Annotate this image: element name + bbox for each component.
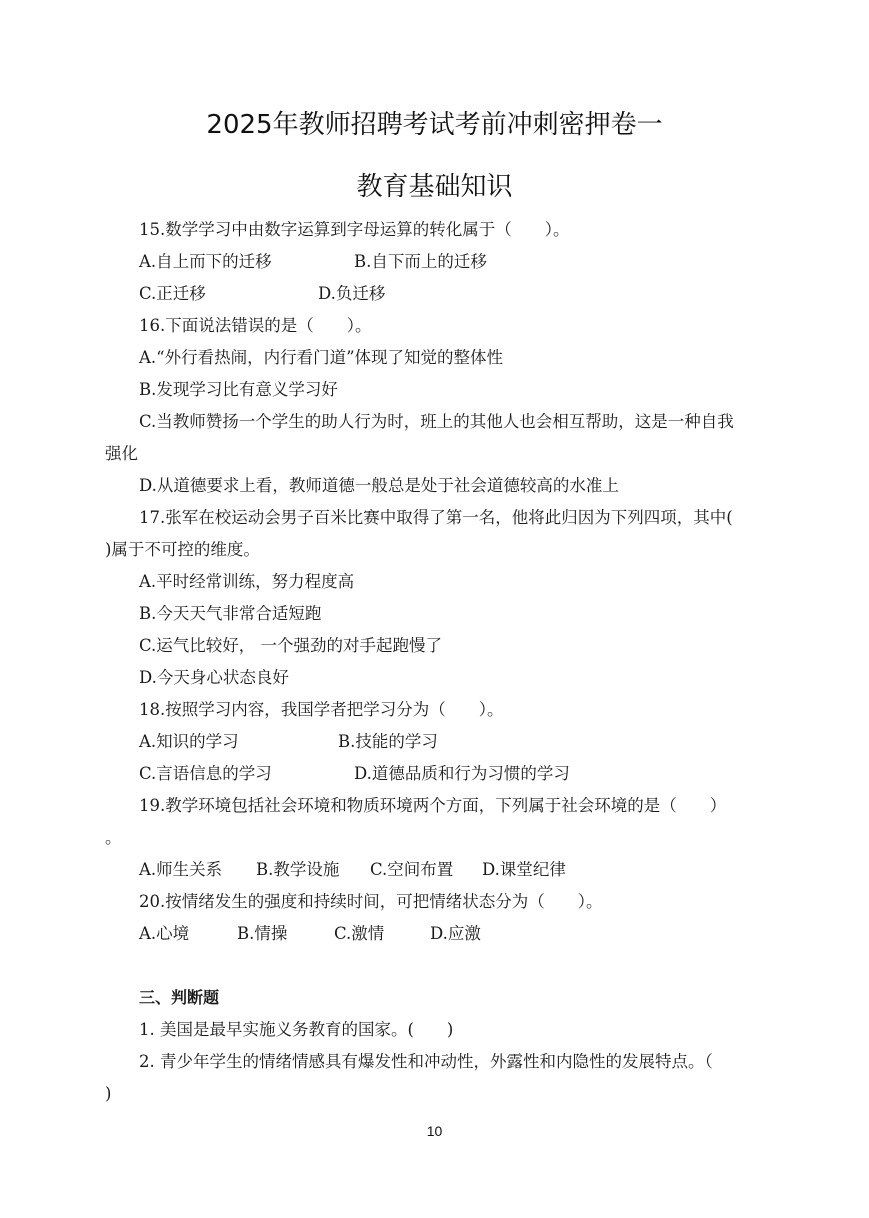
question-20-option-a: A.心境 <box>139 924 190 943</box>
question-19-option-d: D.课堂纪律 <box>482 860 566 879</box>
question-18-option-a: A.知识的学习 <box>139 732 239 751</box>
document-subtitle: 教育基础知识 <box>356 172 513 202</box>
question-17-option-c: C.运气比较好， 一个强劲的对手起跑慢了 <box>139 636 443 655</box>
question-18-option-c: C.言语信息的学习 <box>139 764 272 783</box>
question-17-stem-cont: )属于不可控的维度。 <box>105 540 260 559</box>
question-15-option-d: D.负迁移 <box>318 284 386 303</box>
question-17-option-b: B.今天天气非常合适短跑 <box>139 604 322 623</box>
page-number: 10 <box>426 1123 443 1139</box>
question-19-option-b: B.教学设施 <box>256 860 340 879</box>
question-16-option-b: B.发现学习比有意义学习好 <box>139 380 338 399</box>
question-19-option-a: A.师生关系 <box>139 860 223 879</box>
question-16-stem: 16.下面说法错误的是（ ）。 <box>139 316 372 335</box>
document-title: 2025年教师招聘考试考前冲刺密押卷一 <box>206 110 663 140</box>
question-18-option-d: D.道德品质和行为习惯的学习 <box>354 764 570 783</box>
question-19-option-c: C.空间布置 <box>370 860 454 879</box>
judgment-item-2: 2. 青少年学生的情绪情感具有爆发性和冲动性，外露性和内隐性的发展特点。（ <box>139 1052 713 1071</box>
question-17-option-a: A.平时经常训练，努力程度高 <box>139 572 355 591</box>
question-15-option-c: C.正迁移 <box>139 284 206 303</box>
question-20-option-d: D.应激 <box>430 924 481 943</box>
question-15-stem: 15.数学学习中由数字运算到字母运算的转化属于（ ）。 <box>139 220 570 239</box>
question-18-stem: 18.按照学习内容，我国学者把学习分为（ ）。 <box>139 700 504 719</box>
section-heading-true-false: 三、判断题 <box>139 988 220 1007</box>
judgment-item-1: 1. 美国是最早实施义务教育的国家。( ) <box>139 1020 454 1039</box>
question-20-stem: 20.按情绪发生的强度和持续时间，可把情绪状态分为（ ）。 <box>139 892 603 911</box>
question-17-option-d: D.今天身心状态良好 <box>139 668 289 687</box>
question-17-stem: 17.张军在校运动会男子百米比赛中取得了第一名，他将此归因为下列四项，其中( <box>139 508 733 527</box>
question-18-option-b: B.技能的学习 <box>338 732 438 751</box>
question-20-option-b: B.情操 <box>237 924 288 943</box>
question-15-option-a: A.自上而下的迁移 <box>139 252 272 271</box>
question-16-option-a: A.“外行看热闹，内行看门道”体现了知觉的整体性 <box>139 348 504 367</box>
question-16-option-d: D.从道德要求上看，教师道德一般总是处于社会道德较高的水准上 <box>139 476 619 495</box>
question-15-option-b: B.自下而上的迁移 <box>354 252 487 271</box>
question-16-option-c: C.当教师赞扬一个学生的助人行为时，班上的其他人也会相互帮助，这是一种自我 <box>139 412 734 431</box>
question-19-stem: 19.教学环境包括社会环境和物质环境两个方面，下列属于社会环境的是（ ） <box>139 796 727 815</box>
question-16-option-c-cont: 强化 <box>105 444 138 463</box>
question-19-stem-cont: 。 <box>105 828 122 847</box>
judgment-item-2-cont: ) <box>105 1084 112 1103</box>
question-20-option-c: C.激情 <box>334 924 385 943</box>
